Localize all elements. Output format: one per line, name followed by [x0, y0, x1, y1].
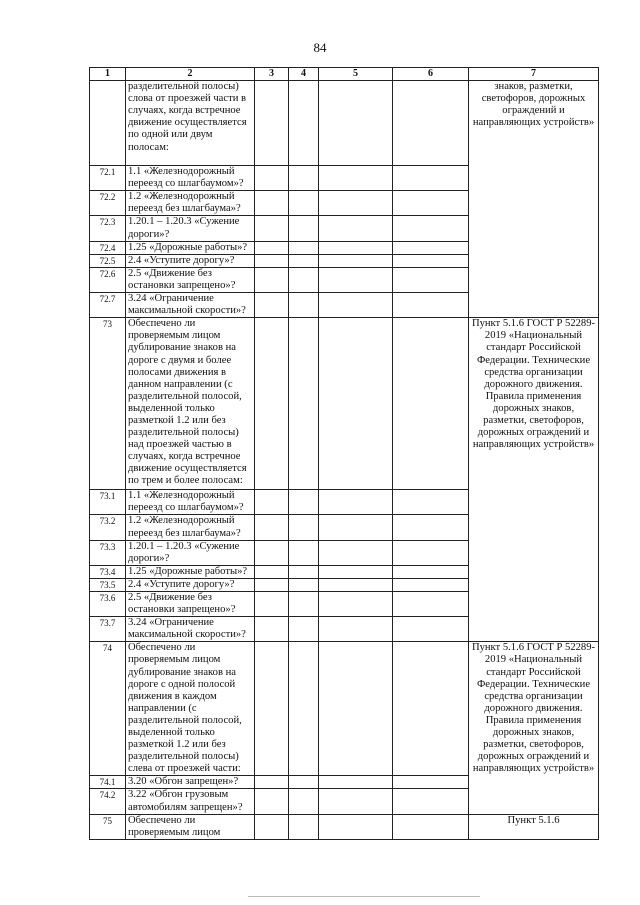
answer-cell[interactable] — [289, 776, 319, 789]
answer-cell[interactable] — [255, 565, 289, 578]
row-number: 74.1 — [90, 776, 126, 789]
answer-cell[interactable] — [255, 490, 289, 515]
answer-cell[interactable] — [289, 267, 319, 292]
row-number: 73 — [90, 318, 126, 490]
answer-cell[interactable] — [255, 515, 289, 540]
question-text: 1.20.1 – 1.20.3 «Сужение дороги»? — [126, 216, 255, 241]
answer-cell[interactable] — [289, 515, 319, 540]
answer-cell[interactable] — [319, 81, 393, 166]
column-header-7: 7 — [469, 68, 599, 81]
question-text: 3.24 «Ограничение максимальной скорости»? — [126, 617, 255, 642]
row-number: 72.7 — [90, 293, 126, 318]
answer-cell[interactable] — [289, 578, 319, 591]
answer-cell[interactable] — [255, 81, 289, 166]
answer-cell[interactable] — [319, 254, 393, 267]
row-number: 73.3 — [90, 540, 126, 565]
row-number: 72.1 — [90, 166, 126, 191]
answer-cell[interactable] — [319, 216, 393, 241]
answer-cell[interactable] — [255, 318, 289, 490]
answer-cell[interactable] — [319, 241, 393, 254]
answer-cell[interactable] — [255, 166, 289, 191]
table-row — [90, 642, 599, 776]
answer-cell[interactable] — [393, 293, 469, 318]
answer-cell[interactable] — [319, 565, 393, 578]
answer-cell[interactable] — [289, 617, 319, 642]
answer-cell[interactable] — [289, 814, 319, 839]
answer-cell[interactable] — [393, 789, 469, 814]
answer-cell[interactable] — [393, 776, 469, 789]
answer-cell[interactable] — [393, 318, 469, 490]
legal-reference: Пункт 5.1.6 — [469, 814, 599, 839]
answer-cell[interactable] — [255, 642, 289, 776]
answer-cell[interactable] — [393, 578, 469, 591]
answer-cell[interactable] — [289, 81, 319, 166]
question-text: 1.1 «Железнодорожный переезд со шлагбаумом»? — [126, 490, 255, 515]
row-number: 73.5 — [90, 578, 126, 591]
row-number: 74 — [90, 642, 126, 776]
answer-cell[interactable] — [289, 241, 319, 254]
answer-cell[interactable] — [393, 241, 469, 254]
column-header-2: 2 — [126, 68, 255, 81]
answer-cell[interactable] — [319, 166, 393, 191]
row-number: 72.3 — [90, 216, 126, 241]
answer-cell[interactable] — [319, 540, 393, 565]
table-row — [90, 814, 599, 839]
question-text: 3.24 «Ограничение максимальной скорости»? — [126, 293, 255, 318]
legal-reference: Пункт 5.1.6 ГОСТ Р 52289-2019 «Национальный стандарт Российской Федерации. Технические средства организации дорожного движения. Правила применения дорожных знаков, разметки, светофоров, дорожных ограждений и направляющих устройств» — [469, 642, 599, 814]
row-number: 73.4 — [90, 565, 126, 578]
question-text: 1.2 «Железнодорожный переезд без шлагбаума»? — [126, 515, 255, 540]
row-number: 73.7 — [90, 617, 126, 642]
answer-cell[interactable] — [393, 216, 469, 241]
answer-cell[interactable] — [319, 515, 393, 540]
answer-cell[interactable] — [319, 267, 393, 292]
row-number: 73.2 — [90, 515, 126, 540]
question-text: 2.5 «Движение без остановки запрещено»? — [126, 591, 255, 616]
page-number: 84 — [313, 40, 327, 55]
column-header-1: 1 — [90, 68, 126, 81]
question-text: 3.22 «Обгон грузовым автомобилям запрещен»? — [126, 789, 255, 814]
answer-cell[interactable] — [393, 642, 469, 776]
answer-cell[interactable] — [319, 490, 393, 515]
answer-cell[interactable] — [255, 241, 289, 254]
answer-cell[interactable] — [393, 81, 469, 166]
answer-cell[interactable] — [255, 591, 289, 616]
answer-cell[interactable] — [255, 776, 289, 789]
answer-cell[interactable] — [393, 166, 469, 191]
answer-cell[interactable] — [289, 540, 319, 565]
question-text: разделительной полосы) слова от проезжей части в случаях, когда встречное движение осуществляется по одной или двум полосам: — [126, 81, 255, 166]
answer-cell[interactable] — [393, 591, 469, 616]
answer-cell[interactable] — [255, 814, 289, 839]
column-header-5: 5 — [319, 68, 393, 81]
question-text: 2.4 «Уступите дорогу»? — [126, 254, 255, 267]
answer-cell[interactable] — [255, 578, 289, 591]
column-header-6: 6 — [393, 68, 469, 81]
answer-cell[interactable] — [319, 318, 393, 490]
question-text: Обеспечено ли проверяемым лицом дублирование знаков на дороге с одной полосой движения в каждом направлении (с разделительной полосой, выделенной только разметкой 1.2 или без разделительной полосы) слева от проезжей части: — [126, 642, 255, 776]
answer-cell[interactable] — [289, 216, 319, 241]
row-number — [90, 81, 126, 166]
row-number: 75 — [90, 814, 126, 839]
answer-cell[interactable] — [289, 166, 319, 191]
answer-cell[interactable] — [255, 267, 289, 292]
answer-cell[interactable] — [393, 267, 469, 292]
row-number: 73.1 — [90, 490, 126, 515]
answer-cell[interactable] — [255, 617, 289, 642]
answer-cell[interactable] — [319, 578, 393, 591]
question-text: 2.5 «Движение без остановки запрещено»? — [126, 267, 255, 292]
answer-cell[interactable] — [289, 789, 319, 814]
row-number: 72.4 — [90, 241, 126, 254]
answer-cell[interactable] — [393, 814, 469, 839]
column-header-4: 4 — [289, 68, 319, 81]
answer-cell[interactable] — [255, 540, 289, 565]
answer-cell[interactable] — [289, 642, 319, 776]
question-text: 1.2 «Железнодорожный переезд без шлагбаума»? — [126, 191, 255, 216]
question-text: 1.25 «Дорожные работы»? — [126, 565, 255, 578]
answer-cell[interactable] — [319, 591, 393, 616]
question-text: 1.25 «Дорожные работы»? — [126, 241, 255, 254]
answer-cell[interactable] — [289, 490, 319, 515]
question-text: Обеспечено ли проверяемым лицом — [126, 814, 255, 839]
answer-cell[interactable] — [393, 515, 469, 540]
answer-cell[interactable] — [289, 318, 319, 490]
table-row — [90, 81, 599, 166]
question-text: Обеспечено ли проверяемым лицом дублирование знаков на дороге с двумя и более полосами движения в данном направлении (с разделительной полосой, выделенной только разметкой 1.2 или без разделительной полосы) над проезжей частью в случаях, когда встречное движение осуществляется по трем и более полосам: — [126, 318, 255, 490]
answer-cell[interactable] — [319, 814, 393, 839]
answer-cell[interactable] — [393, 191, 469, 216]
question-text: 2.4 «Уступите дорогу»? — [126, 578, 255, 591]
answer-cell[interactable] — [319, 789, 393, 814]
answer-cell[interactable] — [255, 191, 289, 216]
answer-cell[interactable] — [255, 216, 289, 241]
answer-cell[interactable] — [255, 789, 289, 814]
question-text: 1.20.1 – 1.20.3 «Сужение дороги»? — [126, 540, 255, 565]
row-number: 72.2 — [90, 191, 126, 216]
question-text: 1.1 «Железнодорожный переезд со шлагбаумом»? — [126, 166, 255, 191]
answer-cell[interactable] — [319, 642, 393, 776]
row-number: 72.5 — [90, 254, 126, 267]
question-text: 3.20 «Обгон запрещен»? — [126, 776, 255, 789]
row-number: 73.6 — [90, 591, 126, 616]
table-row — [90, 318, 599, 490]
legal-reference: Пункт 5.1.6 ГОСТ Р 52289-2019 «Национальный стандарт Российской Федерации. Технические средства организации дорожного движения. Правила применения дорожных знаков, разметки, светофоров, дорожных ограждений и направляющих устройств» — [469, 318, 599, 642]
page-edge-line — [248, 896, 480, 897]
answer-cell[interactable] — [393, 617, 469, 642]
row-number: 74.2 — [90, 789, 126, 814]
answer-cell[interactable] — [255, 254, 289, 267]
answer-cell[interactable] — [289, 254, 319, 267]
column-header-row — [90, 68, 599, 81]
answer-cell[interactable] — [393, 490, 469, 515]
answer-cell[interactable] — [255, 293, 289, 318]
answer-cell[interactable] — [319, 776, 393, 789]
answer-cell[interactable] — [393, 540, 469, 565]
answer-cell[interactable] — [393, 565, 469, 578]
row-number: 72.6 — [90, 267, 126, 292]
column-header-3: 3 — [255, 68, 289, 81]
answer-cell[interactable] — [289, 565, 319, 578]
answer-cell[interactable] — [289, 191, 319, 216]
answer-cell[interactable] — [319, 617, 393, 642]
answer-cell[interactable] — [319, 293, 393, 318]
legal-reference: знаков, разметки, светофоров, дорожных ограждений и направляющих устройств» — [469, 81, 599, 318]
checklist-table — [89, 67, 599, 840]
answer-cell[interactable] — [289, 293, 319, 318]
answer-cell[interactable] — [289, 591, 319, 616]
answer-cell[interactable] — [319, 191, 393, 216]
answer-cell[interactable] — [393, 254, 469, 267]
